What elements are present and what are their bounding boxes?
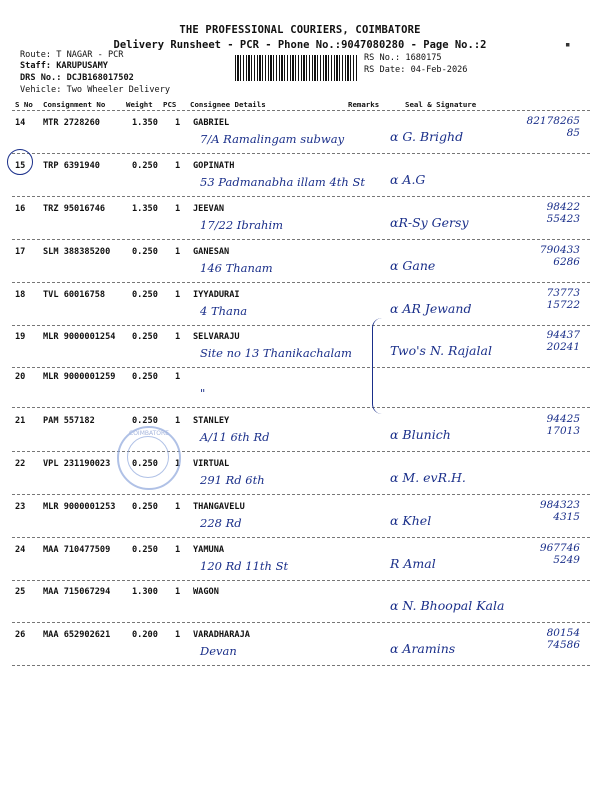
row-consignment-no: SLM 388385200 [43,247,111,257]
row-signature: α Gane [390,258,436,273]
row-consignment-no: MAA 710477509 [43,545,111,555]
row-signature: αR-Sy Gersy [390,215,469,230]
row-consignment-no: MLR 9000001253 [43,502,116,512]
row-handwritten-address: 53 Padmanabha illam 4th St [200,175,365,189]
row-consignment-no: TRZ 95016746 [43,204,106,214]
row-weight: 0.250 [132,416,158,426]
row-consignment-no: VPL 231190023 [43,459,111,469]
route-label: Route: T NAGAR - PCR [20,50,124,60]
row-consignment-no: MTR 2728260 [43,118,100,128]
rs-date: RS Date: 04-Feb-2026 [364,65,468,75]
row-signature: α Aramins [390,641,456,656]
col-weight: Weight [126,100,153,109]
row-consignee-name: STANLEY [193,416,230,426]
row-handwritten-phone: 94437 20241 [546,329,580,353]
row-consignee-name: VIRTUAL [193,459,230,469]
row-weight: 0.250 [132,459,158,469]
row-handwritten-address: 4 Thana [200,304,248,318]
col-consignee: Consignee Details [190,100,266,109]
col-consignment: Consignment No [43,100,106,109]
row-sno: 21 [15,416,26,426]
table-row [0,454,600,498]
row-handwritten-address: A/11 6th Rd [200,430,270,444]
row-consignment-no: PAM 557182 [43,416,95,426]
row-handwritten-address: 7/A Ramalingam subway [200,132,345,146]
row-weight: 1.350 [132,204,158,214]
runsheet-subtitle: Delivery Runsheet - PCR - Phone No.:9047080280 - Page No.:2 [113,39,487,51]
row-consignee-name: JEEVAN [193,204,225,214]
row-handwritten-address: Site no 13 Thanikachalam [200,346,352,360]
col-pcs: PCS [163,100,177,109]
company-title: THE PROFESSIONAL COURIERS, COIMBATORE [179,24,421,36]
row-pcs: 1 [175,416,181,426]
row-signature: α M. evR.H. [390,470,466,485]
row-handwritten-phone: 94425 17013 [546,413,580,437]
row-handwritten-address: 146 Thanam [200,261,273,275]
seal-stamp-icon [117,426,181,490]
row-divider [12,239,590,240]
stamp-text: COIMBATORE [129,430,169,437]
row-handwritten-phone: 98422 55423 [546,201,580,225]
table-row [0,625,600,669]
row-pcs: 1 [175,630,181,640]
row-sno: 17 [15,247,26,257]
row-signature: α G. Brighd [390,129,464,144]
row-consignment-no: TRP 6391940 [43,161,100,171]
col-sno: S No [15,100,33,109]
row-divider [12,580,590,581]
row-signature: R Amal [390,556,436,571]
row-pcs: 1 [175,587,181,597]
row-weight: 1.350 [132,118,158,128]
row-divider [12,494,590,495]
row-signature: α Khel [390,513,432,528]
row-consignment-no: MLR 9000001259 [43,372,116,382]
row-divider [12,325,590,326]
header-rule [12,110,590,111]
row-pcs: 1 [175,545,181,555]
row-pcs: 1 [175,247,181,257]
col-seal-signature: Seal & Signature [405,100,477,109]
row-sno: 25 [15,587,26,597]
row-pcs: 1 [175,372,181,382]
col-remarks: Remarks [348,100,380,109]
row-sno: 14 [15,118,26,128]
barcode-icon [235,55,357,81]
row-consignee-name: IYYADURAI [193,290,240,300]
vehicle-label: Vehicle: Two Wheeler Delivery [20,85,171,95]
row-pcs: 1 [175,290,181,300]
handwritten-bracket [372,318,387,414]
row-weight: 0.250 [132,290,158,300]
row-sno: 26 [15,630,26,640]
table-row [0,199,600,243]
table-row [0,582,600,626]
row-pcs: 1 [175,204,181,214]
corner-mark: ▪ [565,40,571,50]
row-consignee-name: WAGON [193,587,219,597]
row-consignment-no: MAA 652902621 [43,630,111,640]
row-divider [12,196,590,197]
row-consignment-no: MAA 715067294 [43,587,111,597]
row-consignee-name: SELVARAJU [193,332,240,342]
row-consignee-name: GANESAN [193,247,230,257]
table-row [0,497,600,541]
staff-label: Staff: KARUPUSAMY [20,61,108,71]
row-handwritten-phone: 80154 74586 [546,627,580,651]
row-weight: 0.250 [132,502,158,512]
rs-number: RS No.: 1680175 [364,53,442,63]
table-row [0,540,600,584]
row-handwritten-phone: 82178265 85 [526,115,580,139]
row-pcs: 1 [175,332,181,342]
row-weight: 0.200 [132,630,158,640]
row-consignee-name: GABRIEL [193,118,230,128]
row-handwritten-address: Devan [200,644,237,658]
row-divider [12,282,590,283]
table-row [0,411,600,455]
table-row [0,156,600,200]
row-divider [12,622,590,623]
row-pcs: 1 [175,459,181,469]
row-handwritten-phone: 967746 5249 [539,542,580,566]
row-handwritten-address: 228 Rd [200,516,242,530]
table-row [0,285,600,329]
row-handwritten-phone: 73773 15722 [546,287,580,311]
row-divider [12,451,590,452]
row-divider [12,407,590,408]
row-sno: 16 [15,204,26,214]
row-pcs: 1 [175,161,181,171]
row-weight: 0.250 [132,161,158,171]
row-sno: 19 [15,332,26,342]
row-sno: 15 [15,161,26,171]
row-consignee-name: VARADHARAJA [193,630,250,640]
row-consignee-name: GOPINATH [193,161,235,171]
row-signature: α AR Jewand [390,301,472,316]
row-sno: 23 [15,502,26,512]
row-handwritten-address: 17/22 Ibrahim [200,218,284,232]
row-handwritten-address: " [200,386,206,400]
row-pcs: 1 [175,118,181,128]
table-row [0,242,600,286]
table-row [0,113,600,157]
row-consignment-no: MLR 9000001254 [43,332,116,342]
drs-number: DRS No.: DCJB168017502 [20,73,134,83]
row-weight: 0.250 [132,372,158,382]
row-signature: α A.G [390,172,426,187]
row-weight: 0.250 [132,332,158,342]
row-pcs: 1 [175,502,181,512]
row-consignee-name: YAMUNA [193,545,225,555]
row-divider [12,537,590,538]
row-handwritten-phone: 984323 4315 [539,499,580,523]
row-signature: α Blunich [390,427,451,442]
row-weight: 1.300 [132,587,158,597]
row-divider [12,665,590,666]
table-row [0,327,600,371]
row-handwritten-phone: 790433 6286 [539,244,580,268]
row-signature: α N. Bhoopal Kala [390,598,505,613]
row-consignee-name: THANGAVELU [193,502,245,512]
row-sno: 22 [15,459,26,469]
row-handwritten-address: 291 Rd 6th [200,473,265,487]
handwritten-circle-row-15 [7,149,33,175]
row-consignment-no: TVL 60016758 [43,290,106,300]
row-weight: 0.250 [132,545,158,555]
row-signature: Two's N. Rajalal [390,343,492,358]
table-row [0,367,600,411]
row-sno: 20 [15,372,26,382]
row-divider [12,153,590,154]
row-sno: 18 [15,290,26,300]
row-sno: 24 [15,545,26,555]
row-weight: 0.250 [132,247,158,257]
row-handwritten-address: 120 Rd 11th St [200,559,289,573]
